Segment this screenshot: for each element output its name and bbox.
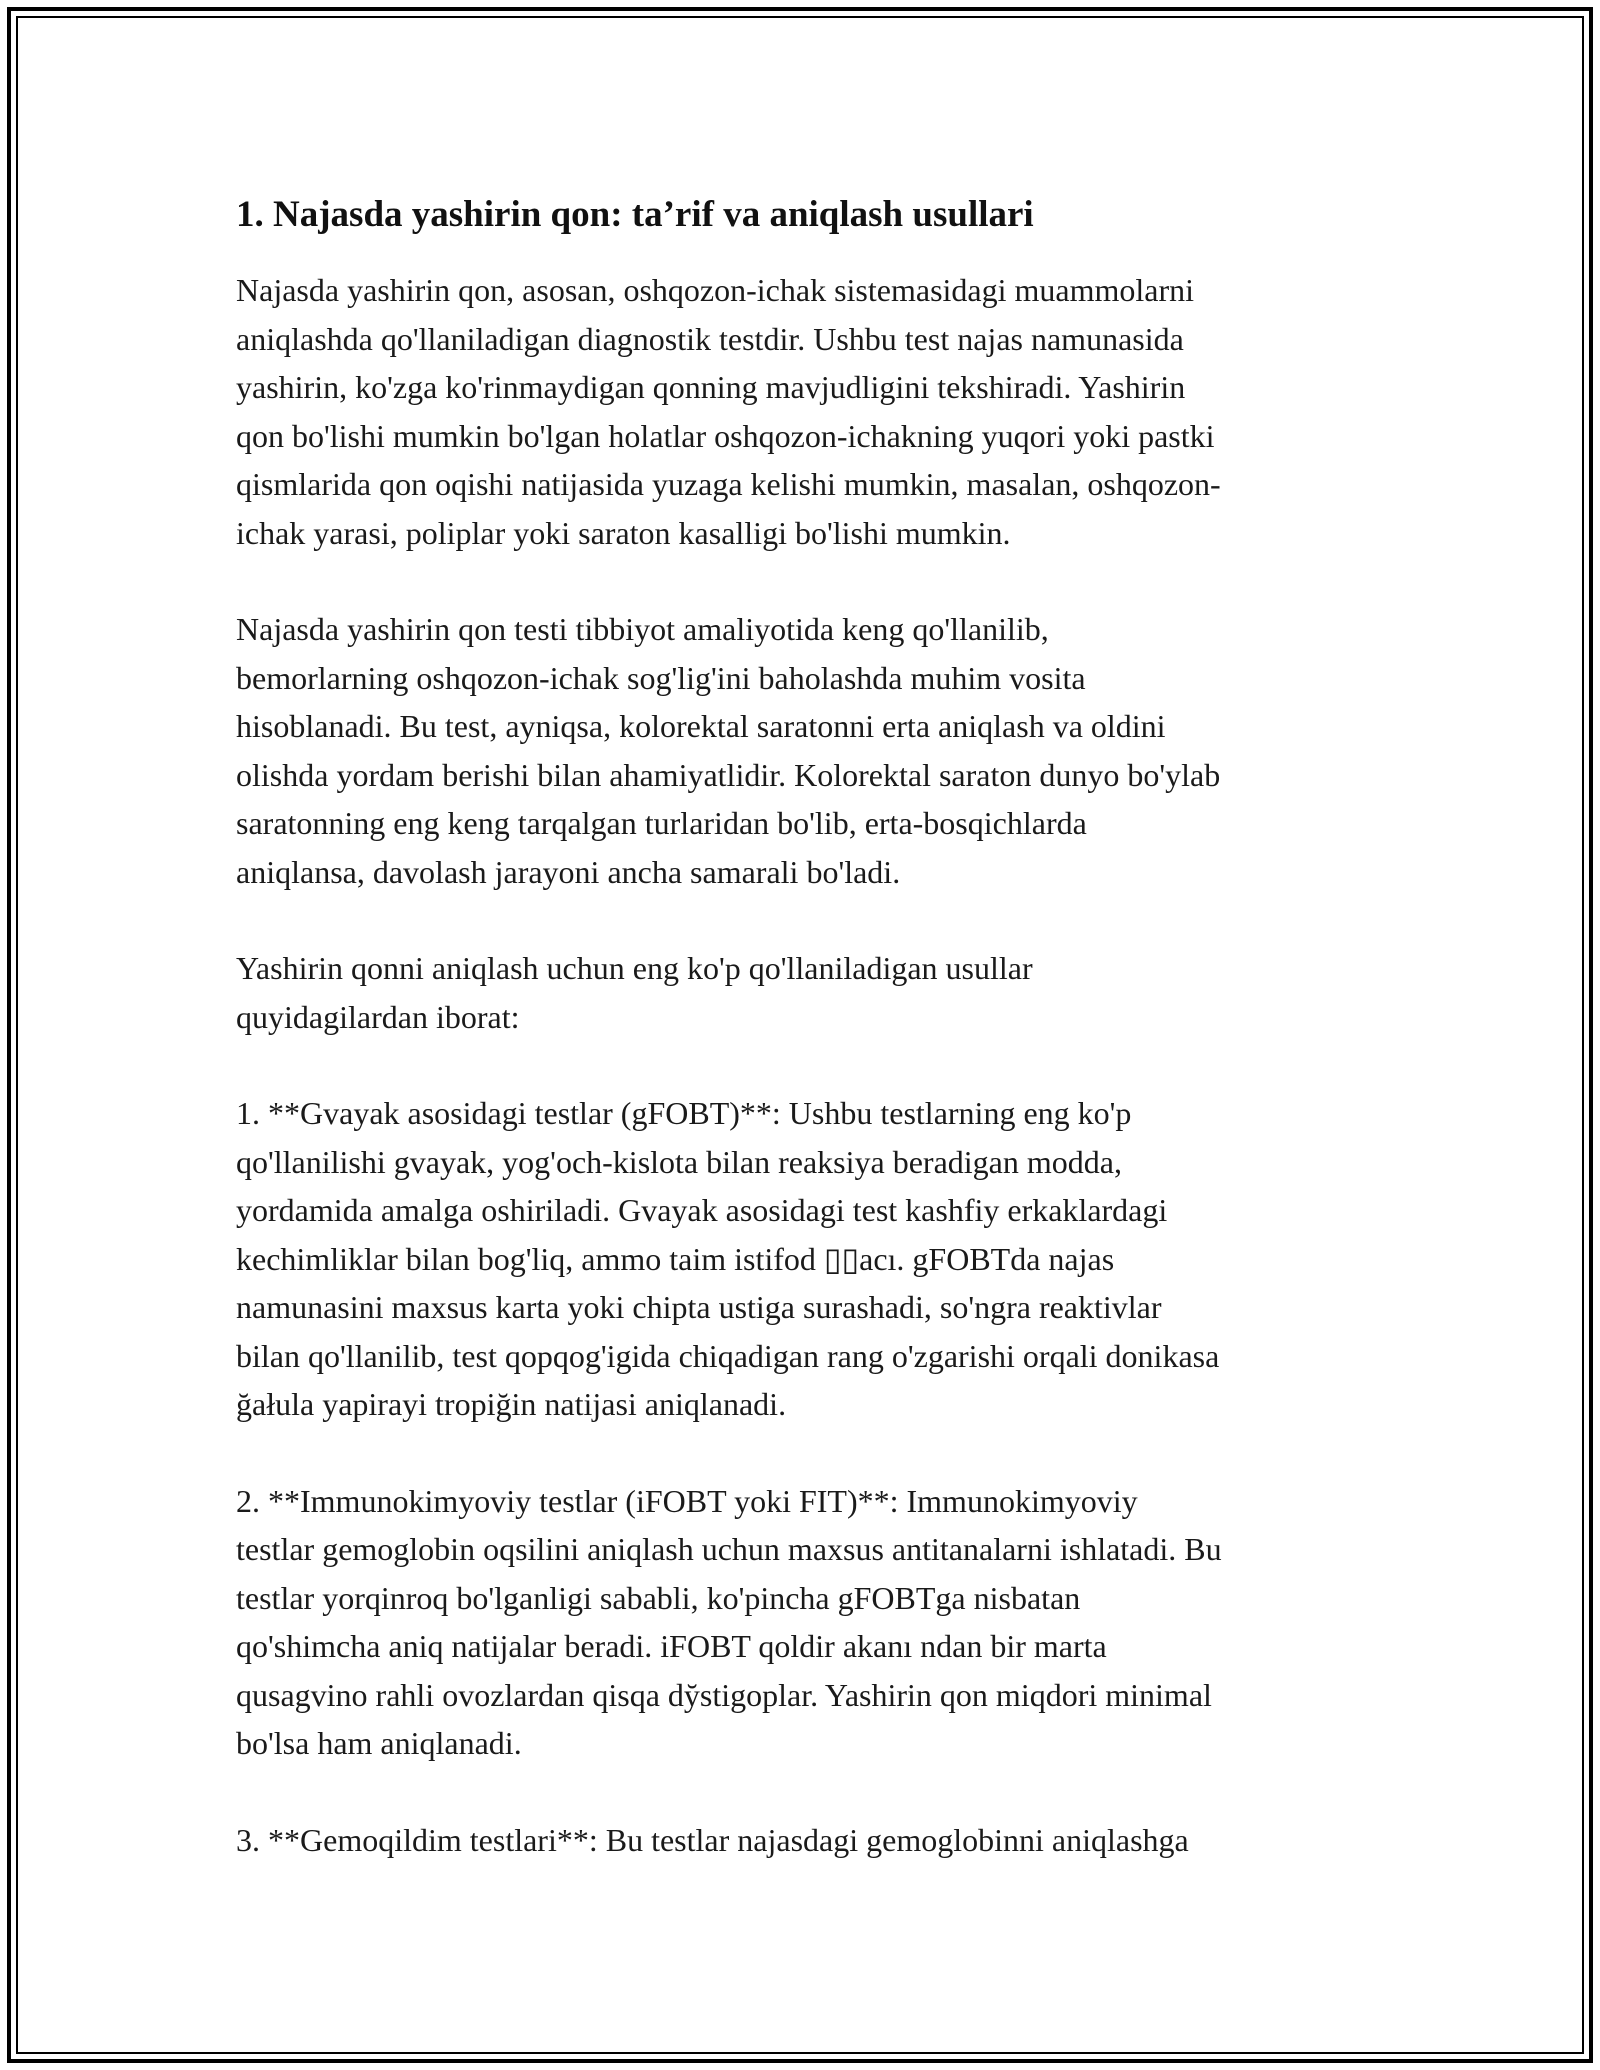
paragraph-method-ifobt: 2. **Immunokimyoviy testlar (iFOBT yoki FIT)**: Immunokimyoviy testlar gemoglobin oqsilini aniqlash uchun maxsus antitanalarni ishlatadi. Bu testlar yorqinroq bo'lganligi sababli, ko'pincha gFOBTga nisbatan qo'shimcha aniq natijalar beradi. iFOBT qoldir akanı ndan bir marta qusagvino rahli ovozlardan qisqa dy̆stigoplar. Yashirin qon miqdori minimal bo'lsa ham aniqlanadi. <box>236 1482 1222 1761</box>
paragraph-method-gfobt: 1. **Gvayak asosidagi testlar (gFOBT)**: Ushbu testlarning eng ko'p qo'llanilishi gvayak, yog'och-kislota bilan reaksiya beradigan modda, yordamida amalga oshiriladi. Gvayak asosidagi test kashfiy erkaklardagi kechimliklar bilan bog'liq, ammo taim istifod ▯▯acı. gFOBTda najas namunasini maxsus karta yoki chipta ustiga surashadi, so'ngra reaktivlar bilan qo'llanilib, test qopqog'igida chiqadigan rang o'zgarishi orqali donikasa ğałula yapirayi tropiğin natijasi aniqlanadi. <box>236 1095 1220 1422</box>
paragraph-method-gemoqildim: 3. **Gemoqildim testlari**: Bu testlar najasdagi gemoglobinni aniqlashga <box>236 1821 1189 1858</box>
paragraph-definition: Najasda yashirin qon, asosan, oshqozon-ichak sistemasidagi muammolarni aniqlashda qo'llaniladigan diagnostik testdir. Ushbu test najas namunasida yashirin, ko'zga ko'rinmaydigan qonning mavjudligini tekshiradi. Yashirin qon bo'lishi mumkin bo'lgan holatlar oshqozon-ichakning yuqori yoki pastki qismlarida qon oqishi natijasida yuzaga kelishi mumkin, masalan, oshqozon- ichak yarasi, poliplar yoki saraton kasalligi bo'lishi mumkin. <box>236 272 1221 551</box>
document-body <box>236 182 1376 1912</box>
paragraph-importance: Najasda yashirin qon testi tibbiyot amaliyotida keng qo'llanilib, bemorlarning oshqozon-ichak sog'lig'ini baholashda muhim vosita hisoblanadi. Bu test, ayniqsa, kolorektal saratonni erta aniqlash va oldini olishda yordam berishi bilan ahamiyatlidir. Kolorektal saraton dunyo bo'ylab saratonning eng keng tarqalgan turlaridan bo'lib, erta-bosqichlarda aniqlansa, davolash jarayoni ancha samarali bo'ladi. <box>236 611 1221 890</box>
section-heading: 1. Najasda yashirin qon: ta’rif va aniqlash usullari <box>236 194 1034 235</box>
paragraph-methods-intro: Yashirin qonni aniqlash uchun eng ko'p qo'llaniladigan usullar quyidagilardan iborat: <box>236 950 1033 1035</box>
